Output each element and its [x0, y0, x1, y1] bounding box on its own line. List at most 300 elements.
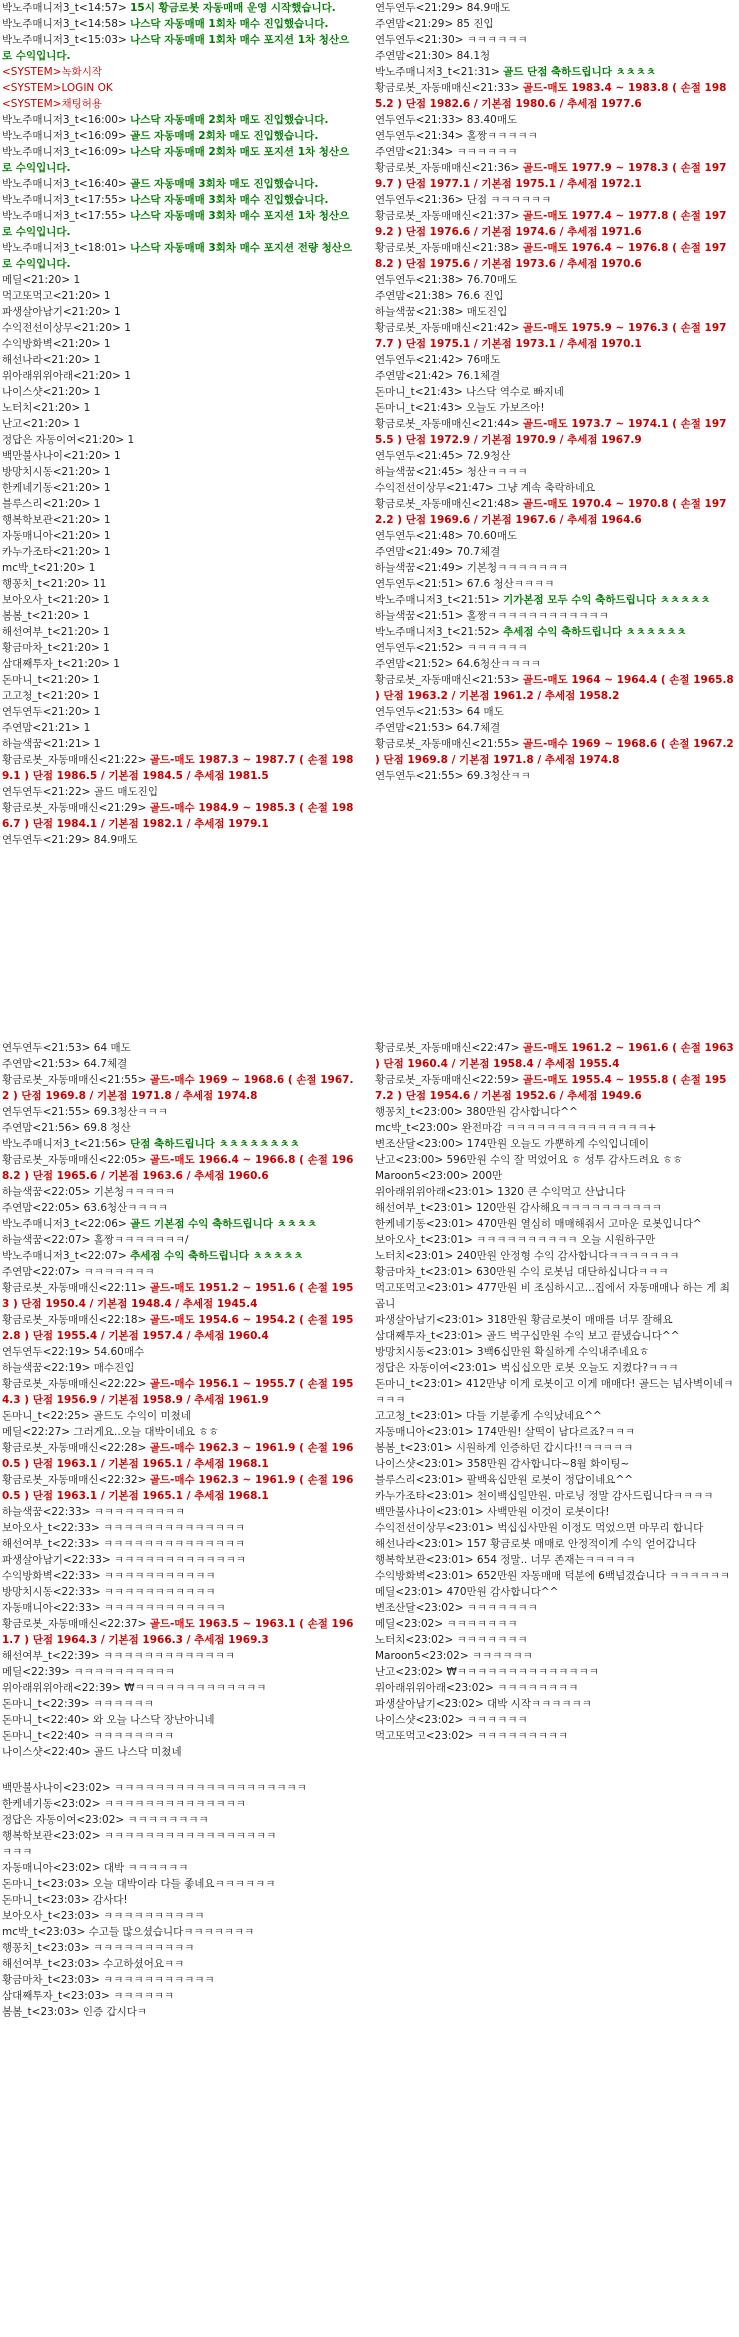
chat-message	[2, 1552, 358, 1568]
chat-message	[2, 304, 358, 320]
chat-message	[375, 1504, 737, 1520]
chat-message	[2, 1360, 358, 1376]
message-sender: 보아오사_t<22:33> ㅋㅋㅋㅋㅋㅋㅋㅋㅋㅋㅋㅋㅋㅋ	[2, 1522, 246, 1534]
message-sender: 연두연두<21:30> ㅋㅋㅋㅋㅋㅋ	[375, 34, 528, 46]
chat-message	[375, 656, 737, 672]
message-sender: 자동매니아<22:33> ㅋㅋㅋㅋㅋㅋㅋㅋㅋㅋㅋㅋ	[2, 1602, 226, 1614]
chat-message	[375, 48, 737, 64]
chat-message	[2, 1440, 358, 1472]
signal-text: 골드-매수 1969 ~ 1968.6 ( 손절 1967.2 ) 단점 1969.8 / 기본점 1971.8 / 추세점 1974.8	[375, 738, 734, 766]
message-sender: 연두연두<21:52> ㅋㅋㅋㅋㅋㅋ	[375, 642, 528, 654]
message-sender: 수익방화벽<23:01> 652만원 자동매매 덕분에 6백넘겼습니다 ㅋㅋㅋㅋㅋㅋ	[375, 1570, 730, 1582]
chat-message	[2, 1104, 358, 1120]
message-sender: 파생살아남기<21:20> 1	[2, 306, 121, 318]
message-sender: 카누가조타<21:20> 1	[2, 546, 111, 558]
message-sender: 정답은 자동이여<23:02> ㅋㅋㅋㅋㅋㅋㅋㅋ	[2, 1814, 209, 1826]
chat-message	[2, 1892, 358, 1908]
message-sender: 하늘색꿈<21:51> 홀짱ㅋㅋㅋㅋㅋㅋㅋㅋㅋㅋㅋㅋ	[375, 610, 609, 622]
message-sender: 박노주매니저3_t<14:58>	[2, 18, 131, 30]
message-sender: 노터치<21:20> 1	[2, 402, 91, 414]
chat-message	[2, 1780, 358, 1796]
chat-message	[2, 416, 358, 432]
chat-message	[2, 1184, 358, 1200]
message-sender: 위아래위위아래<22:39> ₩ㅋㅋㅋㅋㅋㅋㅋㅋㅋㅋㅋㅋㅋ	[2, 1682, 267, 1694]
chat-message	[375, 1248, 737, 1264]
signal-text: 골드-매도 1966.4 ~ 1966.8 ( 손절 1968.2 ) 단점 1965.6 / 기본점 1963.6 / 추세점 1960.6	[2, 1154, 354, 1182]
message-sender: 연두연두<21:55> 69.3청산ㅋㅋㅋ	[2, 1106, 168, 1118]
chat-message	[375, 1040, 737, 1072]
chat-message	[375, 1280, 737, 1312]
chat-message	[375, 1328, 737, 1344]
chat-message	[375, 1520, 737, 1536]
signal-text: 골드-매도 1977.9 ~ 1978.3 ( 손절 1979.7 ) 단점 1977.1 / 기본점 1975.1 / 추세점 1972.1	[375, 162, 727, 190]
signal-text: 골드-매도 1951.2 ~ 1951.6 ( 손절 1953 ) 단점 1950.4 / 기본점 1948.4 / 추세점 1945.4	[2, 1282, 354, 1310]
chat-message	[2, 1200, 358, 1216]
chat-message	[2, 704, 358, 720]
message-sender: 황금로봇_자동매매신<21:55>	[375, 738, 523, 750]
chat-message	[2, 1072, 358, 1104]
message-sender: 돈마니_t<23:01> 412만냥 이게 로봇이고 이게 매매다! 골드는 넘사벽이네ㅋㅋㅋㅋ	[375, 1378, 734, 1406]
message-sender: 연두연두<21:53> 64 매도	[375, 706, 504, 718]
chat-message	[375, 672, 737, 704]
chat-message	[375, 576, 737, 592]
message-sender: 행복학보관<23:02> ㅋㅋㅋㅋㅋㅋㅋㅋㅋㅋㅋㅋㅋㅋㅋㅋㅋ	[2, 1830, 277, 1842]
message-sender: 자동매니아<23:02> 대박 ㅋㅋㅋㅋㅋㅋ	[2, 1862, 189, 1874]
chat-message	[2, 1728, 358, 1744]
chat-message	[2, 400, 358, 416]
message-sender: 황금로봇_자동매매신<21:44>	[375, 418, 523, 430]
announcement-text: 기가본점 모두 수익 축하드립니다 ㅊㅊㅊㅊㅊ	[503, 594, 711, 606]
message-sender: 먹고또먹고<23:01> 477만원 비 조심하시고...집에서 자동매매나 하는 게 최곱니	[375, 1282, 730, 1310]
message-sender: 메딜<22:39> ㅋㅋㅋㅋㅋㅋㅋㅋㅋㅋ	[2, 1666, 175, 1678]
chat-message	[2, 1696, 358, 1712]
chat-message	[2, 496, 358, 512]
message-sender: 방망치시동<23:01> 3백6십만원 확실하게 수익내주네요ㅎ	[375, 1346, 650, 1358]
signal-text: 골드-매도 1976.4 ~ 1976.8 ( 손절 1978.2 ) 단점 1975.6 / 기본점 1973.6 / 추세점 1970.6	[375, 242, 727, 270]
message-sender: 황금로봇_자동매매신<21:55>	[2, 1074, 150, 1086]
message-sender: 황금로봇_자동매매신<22:47>	[375, 1042, 523, 1054]
message-sender: 주연맘<21:34> ㅋㅋㅋㅋㅋㅋ	[375, 146, 518, 158]
message-sender: 삼대째투자_t<23:01> 골드 벅구십만원 수익 보고 끝냈습니다^^	[375, 1330, 680, 1342]
announcement-text: 나스닥 자동매매 1회차 매수 포지션 1차 청산으로 수익입니다.	[2, 34, 350, 62]
message-sender: 박노주매니저3_t<16:09>	[2, 130, 131, 142]
message-sender: 난고<23:00> 596만원 수익 잘 먹었어요 ㅎ 성투 감사드려요 ㅎㅎ	[375, 1154, 683, 1166]
chat-message	[2, 208, 358, 240]
message-sender: 고고청_t<21:20> 1	[2, 690, 100, 702]
message-sender: 난고<21:20> 1	[2, 418, 81, 430]
chat-message	[2, 1216, 358, 1232]
chat-message	[375, 1664, 737, 1680]
announcement-text: 나스닥 자동매매 3회차 매수 포지션 전량 청산으로 수익입니다.	[2, 242, 353, 270]
chat-message	[2, 528, 358, 544]
chat-message	[375, 1632, 737, 1648]
system-message: <SYSTEM>LOGIN OK	[2, 82, 113, 94]
message-sender: 박노주매니저3_t<14:57>	[2, 2, 131, 14]
chat-message	[2, 192, 358, 208]
chat-log-panel-2	[375, 0, 737, 1030]
chat-message	[2, 1472, 358, 1504]
signal-text: 골드-매수 1969 ~ 1968.6 ( 손절 1967.2 ) 단점 1969.8 / 기본점 1971.8 / 추세점 1974.8	[2, 1074, 354, 1102]
chat-message	[2, 1600, 358, 1616]
chat-message	[2, 1248, 358, 1264]
announcement-text: 15시 황금로봇 자동매매 운영 시작했습니다.	[130, 2, 336, 14]
chat-message	[2, 1376, 358, 1408]
chat-message	[2, 352, 358, 368]
message-sender: 나이스샷<23:02> ㅋㅋㅋㅋㅋㅋ	[375, 1714, 528, 1726]
message-sender: 백만불사나이<23:02> ㅋㅋㅋㅋㅋㅋㅋㅋㅋㅋㅋㅋㅋㅋㅋㅋㅋㅋㅋ	[2, 1782, 307, 1794]
chat-message	[2, 1584, 358, 1600]
message-sender: 한케네기동<21:20> 1	[2, 482, 111, 494]
signal-text: 골드-매도 1970.4 ~ 1970.8 ( 손절 1972.2 ) 단점 1969.6 / 기본점 1967.6 / 추세점 1964.6	[375, 498, 727, 526]
message-sender: mc박_t<23:03> 수고들 많으셨습니다ㅋㅋㅋㅋㅋㅋㅋ	[2, 1926, 255, 1938]
message-sender: 파생살아남기<22:33> ㅋㅋㅋㅋㅋㅋㅋㅋㅋㅋㅋㅋㅋ	[2, 1554, 246, 1566]
chat-message	[375, 464, 737, 480]
chat-message	[2, 592, 358, 608]
system-message: <SYSTEM>채팅허용	[2, 98, 103, 110]
message-sender: 위아래위위아래<23:01> 1320 큰 수익먹고 산납니다	[375, 1186, 626, 1198]
chat-message	[2, 672, 358, 688]
chat-message	[375, 112, 737, 128]
message-sender: 박노주매니저3_t<22:06>	[2, 1218, 131, 1230]
chat-message	[2, 2004, 358, 2020]
message-sender: 박노주매니저3_t<22:07>	[2, 1250, 131, 1262]
chat-message	[375, 416, 737, 448]
chat-message	[375, 1712, 737, 1728]
chat-message	[2, 64, 358, 80]
chat-message	[2, 16, 358, 32]
announcement-text: 나스닥 자동매매 2회차 매도 포지션 1차 청산으로 수익입니다.	[2, 146, 350, 174]
message-sender: 연두연두<21:42> 76매도	[375, 354, 501, 366]
message-sender: 박노주매니저3_t<16:00>	[2, 114, 131, 126]
message-sender: 수익방화벽<22:33> ㅋㅋㅋㅋㅋㅋㅋㅋㅋㅋㅋ	[2, 1570, 216, 1582]
chat-message	[2, 1344, 358, 1360]
message-sender: 메딜<22:27> 그러게요..오늘 대박이네요 ㅎㅎ	[2, 1426, 219, 1438]
message-sender: 박노주매니저3_t<21:56>	[2, 1138, 131, 1150]
message-sender: 돈마니_t<21:43> 오늘도 가보즈아!	[375, 402, 545, 414]
chat-message	[2, 320, 358, 336]
chat-message	[2, 1940, 358, 1956]
chat-message	[2, 432, 358, 448]
message-sender: 봄봄_t<23:01> 시원하게 인증하던 갑시다!!ㅋㅋㅋㅋㅋ	[375, 1442, 634, 1454]
message-sender: 돈마니_t<23:03> 감사다!	[2, 1894, 128, 1906]
message-sender: 주연맘<21:42> 76.1체결	[375, 370, 501, 382]
chat-message	[2, 1956, 358, 1972]
message-sender: 블루스리<21:20> 1	[2, 498, 101, 510]
chat-message	[375, 352, 737, 368]
chat-message	[375, 304, 737, 320]
message-sender: 고고청_t<23:01> 다들 기분좋게 수익났네요^^	[375, 1410, 602, 1422]
chat-log-panel-3	[2, 1040, 358, 1760]
message-sender: 박노주매니저3_t<17:55>	[2, 194, 131, 206]
message-sender: 정답은 자동이여<21:20> 1	[2, 434, 135, 446]
message-sender: 행꽁치_t<23:03> ㅋㅋㅋㅋㅋㅋㅋㅋㅋㅋ	[2, 1942, 195, 1954]
chat-message	[375, 1728, 737, 1740]
chat-message	[2, 720, 358, 736]
chat-message	[375, 1680, 737, 1696]
message-sender: Maroon5<23:00> 200만	[375, 1170, 503, 1182]
chat-message	[2, 1312, 358, 1344]
message-sender: 황금로봇_자동매매신<22:28>	[2, 1442, 150, 1454]
message-sender: 하늘색꿈<21:21> 1	[2, 738, 101, 750]
signal-text: 골드-매도 1987.3 ~ 1987.7 ( 손절 1989.1 ) 단점 1986.5 / 기본점 1984.5 / 추세점 1981.5	[2, 754, 354, 782]
message-sender: 한케네기동<23:02> ㅋㅋㅋㅋㅋㅋㅋㅋㅋㅋㅋㅋㅋㅋ	[2, 1798, 246, 1810]
message-sender: 황금로봇_자동매매신<22:37>	[2, 1618, 150, 1630]
chat-message	[375, 1264, 737, 1280]
message-sender: 해선여부_t<22:33> ㅋㅋㅋㅋㅋㅋㅋㅋㅋㅋㅋㅋㅋㅋ	[2, 1538, 246, 1550]
chat-message	[375, 1344, 737, 1360]
announcement-text: 추세점 수익 축하드립니다 ㅊㅊㅊㅊㅊㅊ	[503, 626, 687, 638]
message-sender: 주연맘<22:05> 63.6청산ㅋㅋㅋㅋ	[2, 1202, 168, 1214]
message-sender: 백만불사나이<21:20> 1	[2, 450, 121, 462]
chat-message	[2, 1536, 358, 1552]
message-sender: 하늘색꿈<22:07> 홀짱ㅋㅋㅋㅋㅋㅋㅋ/	[2, 1234, 189, 1246]
message-sender: 보아오사_t<23:01> ㅋㅋㅋㅋㅋㅋㅋㅋㅋㅋ 오늘 시원하구만	[375, 1234, 656, 1246]
message-sender: 연두연두<21:22> 골드 매도진입	[2, 786, 158, 798]
chat-message	[375, 1232, 737, 1248]
message-sender: 하늘색꿈<21:45> 청산ㅋㅋㅋㅋ	[375, 466, 528, 478]
signal-text: 골드-매도 1961.2 ~ 1961.6 ( 손절 1963 ) 단점 1960.4 / 기본점 1958.4 / 추세점 1955.4	[375, 1042, 734, 1070]
chat-message	[375, 1312, 737, 1328]
chat-message	[375, 768, 737, 784]
chat-message	[375, 1440, 737, 1456]
chat-message	[375, 0, 737, 16]
signal-text: 골드-매수 1962.3 ~ 1961.9 ( 손절 1960.5 ) 단점 1963.1 / 기본점 1965.1 / 추세점 1968.1	[2, 1442, 354, 1470]
message-sender: 자동매니아<23:01> 174만원! 살떡이 남다르죠?ㅋㅋㅋ	[375, 1426, 636, 1438]
chat-message	[2, 832, 358, 848]
message-sender: 연두연두<21:53> 64 매도	[2, 1042, 131, 1054]
chat-message	[2, 128, 358, 144]
chat-message	[2, 288, 358, 304]
message-sender: 주연맘<21:49> 70.7체결	[375, 546, 501, 558]
message-sender: 돈마니_t<22:25> 골드도 수익이 미쳤네	[2, 1410, 191, 1422]
chat-log-panel-5	[2, 1780, 358, 2337]
message-sender: 황금로봇_자동매매신<21:38>	[375, 242, 523, 254]
message-sender: 연두연두<21:48> 70.60매도	[375, 530, 518, 542]
message-sender: 연두연두<21:29> 84.9매도	[375, 2, 511, 14]
chat-message	[375, 560, 737, 576]
chat-message	[2, 368, 358, 384]
chat-message	[375, 1376, 737, 1408]
chat-message	[2, 1648, 358, 1664]
message-sender: 박노주매니저3_t<16:40>	[2, 178, 131, 190]
chat-message	[2, 1264, 358, 1280]
message-sender: 나이스샷<21:20> 1	[2, 386, 101, 398]
message-sender: 삼대째투자_t<21:20> 1	[2, 658, 120, 670]
chat-message	[375, 1184, 737, 1200]
message-sender: 해선여부_t<23:01> 120만원 감사해요ㅋㅋㅋㅋㅋㅋㅋㅋㅋㅋ	[375, 1202, 662, 1214]
signal-text: 골드-매도 1983.4 ~ 1983.8 ( 손절 1985.2 ) 단점 1982.6 / 기본점 1980.6 / 추세점 1977.6	[375, 82, 727, 110]
chat-message	[2, 640, 358, 656]
signal-text: 골드-매수 1984.9 ~ 1985.3 ( 손절 1986.7 ) 단점 1984.1 / 기본점 1982.1 / 추세점 1979.1	[2, 802, 354, 830]
chat-message	[2, 1988, 358, 2004]
chat-message	[375, 384, 737, 400]
chat-message	[2, 1796, 358, 1812]
message-sender: 박노주매니저3_t<21:52>	[375, 626, 504, 638]
message-sender: 하늘색꿈<22:19> 매수진입	[2, 1362, 135, 1374]
signal-text: 골드-매도 1964 ~ 1964.4 ( 손절 1965.8 ) 단점 1963.2 / 기본점 1961.2 / 추세점 1958.2	[375, 674, 734, 702]
chat-message	[2, 1972, 358, 1988]
message-sender: 황금로봇_자동매매신<21:36>	[375, 162, 523, 174]
message-sender: 돈마니_t<21:43> 나스닥 역수로 빠지네	[375, 386, 564, 398]
chat-message	[375, 272, 737, 288]
message-sender: 주연맘<21:52> 64.6청산ㅋㅋㅋㅋ	[375, 658, 541, 670]
message-sender: 박노주매니저3_t<17:55>	[2, 210, 131, 222]
message-sender: 황금로봇_자동매매신<22:59>	[375, 1074, 523, 1086]
chat-message	[375, 32, 737, 48]
chat-message	[375, 592, 737, 608]
chat-message	[2, 624, 358, 640]
message-sender: 연두연두<22:19> 54.60매수	[2, 1346, 145, 1358]
announcement-text: 골드 자동매매 2회차 매도 진입했습니다.	[130, 130, 319, 142]
message-sender: 변조산달<23:00> 174만원 오늘도 가뿐하게 수익입니데이	[375, 1138, 649, 1150]
message-sender: 연두연두<21:55> 69.3청산ㅋㅋ	[375, 770, 531, 782]
chat-message	[375, 240, 737, 272]
message-sender: 수익전선이상무<23:01> 벅십십사만원 이정도 먹었으면 마무리 합니다	[375, 1522, 704, 1534]
message-sender: 먹고또먹고<23:02> ㅋㅋㅋㅋㅋㅋㅋㅋㅋ	[375, 1730, 569, 1740]
chat-message	[375, 144, 737, 160]
chat-message	[375, 1424, 737, 1440]
announcement-text: 골드 자동매매 3회차 매도 진입했습니다.	[130, 178, 319, 190]
message-sender: 메딜<21:20> 1	[2, 274, 81, 286]
chat-log-panel-4	[375, 1040, 737, 1740]
message-sender: 박노주매니저3_t<16:09>	[2, 146, 131, 158]
signal-text: 골드-매수 1956.1 ~ 1955.7 ( 손절 1954.3 ) 단점 1956.9 / 기본점 1958.9 / 추세점 1961.9	[2, 1378, 354, 1406]
message-sender: 황금로봇_자동매매신<22:05>	[2, 1154, 150, 1166]
message-sender: 삼대째투자_t<23:03> ㅋㅋㅋㅋㅋㅋ	[2, 1990, 175, 2002]
message-sender: 황금로봇_자동매매신<21:29>	[2, 802, 150, 814]
chat-message	[375, 1472, 737, 1488]
chat-message	[2, 1860, 358, 1876]
chat-message	[375, 1200, 737, 1216]
message-sender: 연두연두<21:38> 76.70매도	[375, 274, 518, 286]
chat-message	[2, 1280, 358, 1312]
message-sender: 보아오사_t<21:20> 1	[2, 594, 110, 606]
chat-message	[375, 16, 737, 32]
message-sender: 돈마니_t<21:20> 1	[2, 674, 100, 686]
message-sender: 먹고또먹고<21:20> 1	[2, 290, 111, 302]
message-sender: 연두연두<21:36> 단점 ㅋㅋㅋㅋㅋㅋ	[375, 194, 552, 206]
message-sender: ㅋㅋㅋ	[2, 1846, 33, 1858]
message-sender: 돈마니_t<23:03> 오늘 대박이라 다들 좋네요ㅋㅋㅋㅋㅋㅋ	[2, 1878, 276, 1890]
signal-text: 골드-매도 1954.6 ~ 1954.2 ( 손절 1952.8 ) 단점 1955.4 / 기본점 1957.4 / 추세점 1960.4	[2, 1314, 354, 1342]
chat-message	[375, 448, 737, 464]
chat-message	[2, 512, 358, 528]
chat-message	[375, 1488, 737, 1504]
message-sender: 황금로봇_자동매매신<22:18>	[2, 1314, 150, 1326]
message-sender: 노터치<23:02> ㅋㅋㅋㅋㅋㅋㅋ	[375, 1634, 528, 1646]
chat-message	[2, 1908, 358, 1924]
message-sender: 박노주매니저3_t<21:51>	[375, 594, 504, 606]
message-sender: 파생살아남기<23:02> 대박 시작ㅋㅋㅋㅋㅋㅋ	[375, 1698, 592, 1710]
chat-message	[375, 1584, 737, 1600]
chat-message	[2, 144, 358, 176]
message-sender: 주연맘<21:56> 69.8 청산	[2, 1122, 131, 1134]
chat-message	[375, 288, 737, 304]
message-sender: 나이스샷<23:01> 358만원 감사합니다~8월 화이팅~	[375, 1458, 630, 1470]
message-sender: 하늘색꿈<22:05> 기본청ㅋㅋㅋㅋㅋ	[2, 1186, 175, 1198]
message-sender: 메딜<23:02> ㅋㅋㅋㅋㅋㅋㅋ	[375, 1618, 518, 1630]
chat-message	[375, 1136, 737, 1152]
chat-message	[375, 544, 737, 560]
chat-message	[2, 1828, 358, 1844]
chat-message	[2, 112, 358, 128]
chat-message	[375, 640, 737, 656]
message-sender: 하늘색꿈<21:49> 기본청ㅋㅋㅋㅋㅋㅋㅋ	[375, 562, 569, 574]
message-sender: 해선나라<23:01> 157 황금로봇 매매로 안정적이게 수익 얻어갑니다	[375, 1538, 697, 1550]
chat-message	[2, 1152, 358, 1184]
chat-message	[2, 688, 358, 704]
message-sender: 수익방화벽<21:20> 1	[2, 338, 111, 350]
announcement-text: 나스닥 자동매매 3회차 매수 진입했습니다.	[130, 194, 329, 206]
chat-message	[2, 1812, 358, 1828]
announcement-text: 나스닥 자동매매 2회차 매도 진입했습니다.	[130, 114, 329, 126]
message-sender: 한케네기동<23:01> 470만원 열심히 매매해줘서 고마운 로봇입니다^	[375, 1218, 702, 1230]
message-sender: 주연맘<21:53> 64.7체결	[2, 1058, 128, 1070]
chat-message	[375, 1104, 737, 1120]
chat-message	[2, 1504, 358, 1520]
message-sender: 황금마차_t<23:01> 630만원 수익 로봇님 대단하십니다ㅋㅋㅋ	[375, 1266, 669, 1278]
message-sender: 파생살아남기<23:01> 318만원 황금로봇이 매매를 너무 잘해요	[375, 1314, 673, 1326]
chat-message	[2, 1232, 358, 1248]
message-sender: 해선여부_t<21:20> 1	[2, 626, 110, 638]
chat-message	[375, 1360, 737, 1376]
message-sender: 황금로봇_자동매매신<21:22>	[2, 754, 150, 766]
chat-message	[2, 576, 358, 592]
message-sender: 하늘색꿈<22:33> ㅋㅋㅋㅋㅋㅋㅋㅋㅋ	[2, 1506, 186, 1518]
message-sender: 위아래위위아래<23:02> ㅋㅋㅋㅋㅋㅋㅋㅋ	[375, 1682, 579, 1694]
chat-message	[375, 1456, 737, 1472]
message-sender: 돈마니_t<22:39> ㅋㅋㅋㅋㅋㅋ	[2, 1698, 154, 1710]
chat-message	[2, 1520, 358, 1536]
chat-message	[2, 1664, 358, 1680]
message-sender: 봄봄_t<21:20> 1	[2, 610, 90, 622]
chat-message	[375, 400, 737, 416]
message-sender: 박노주매니저3_t<18:01>	[2, 242, 131, 254]
message-sender: 연두연두<21:45> 72.9청산	[375, 450, 511, 462]
chat-message	[375, 1072, 737, 1104]
chat-message	[2, 240, 358, 272]
message-sender: 황금로봇_자동매매신<22:11>	[2, 1282, 150, 1294]
chat-message	[375, 704, 737, 720]
message-sender: 방망치시동<21:20> 1	[2, 466, 111, 478]
message-sender: 연두연두<21:51> 67.6 청산ㅋㅋㅋㅋ	[375, 578, 555, 590]
chat-message	[2, 0, 358, 16]
message-sender: 황금로봇_자동매매신<21:53>	[375, 674, 523, 686]
message-sender: 황금로봇_자동매매신<21:48>	[375, 498, 523, 510]
chat-message	[375, 208, 737, 240]
message-sender: 황금로봇_자동매매신<21:33>	[375, 82, 523, 94]
message-sender: 해선여부_t<23:03> 수고하셨어요ㅋㅋ	[2, 1958, 185, 1970]
message-sender: 주연맘<21:30> 84.1청	[375, 50, 491, 62]
message-sender: 하늘색꿈<21:38> 매도진입	[375, 306, 508, 318]
message-sender: 황금마차_t<23:03> ㅋㅋㅋㅋㅋㅋㅋㅋㅋㅋㅋ	[2, 1974, 215, 1986]
chat-message	[2, 448, 358, 464]
message-sender: mc박_t<21:20> 1	[2, 562, 96, 574]
announcement-text: 단점 축하드립니다 ㅊㅊㅊㅊㅊㅊㅊㅊ	[130, 1138, 300, 1150]
chat-message	[2, 800, 358, 832]
chat-message	[375, 1568, 737, 1584]
signal-text: 골드-매도 1955.4 ~ 1955.8 ( 손절 1957.2 ) 단점 1954.6 / 기본점 1952.6 / 추세점 1949.6	[375, 1074, 727, 1102]
message-sender: Maroon5<23:02> ㅋㅋㅋㅋㅋㅋ	[375, 1650, 533, 1662]
chat-message	[375, 128, 737, 144]
message-sender: 행복학보관<23:01> 654 정말.. 너무 존재는ㅋㅋㅋㅋㅋ	[375, 1554, 636, 1566]
chat-message	[375, 1168, 737, 1184]
message-sender: 수익전선이상무<21:20> 1	[2, 322, 131, 334]
chat-message	[375, 80, 737, 112]
message-sender: 황금로봇_자동매매신<22:22>	[2, 1378, 150, 1390]
message-sender: 박노주매니저3_t<15:03>	[2, 34, 131, 46]
chat-message	[2, 1924, 358, 1940]
